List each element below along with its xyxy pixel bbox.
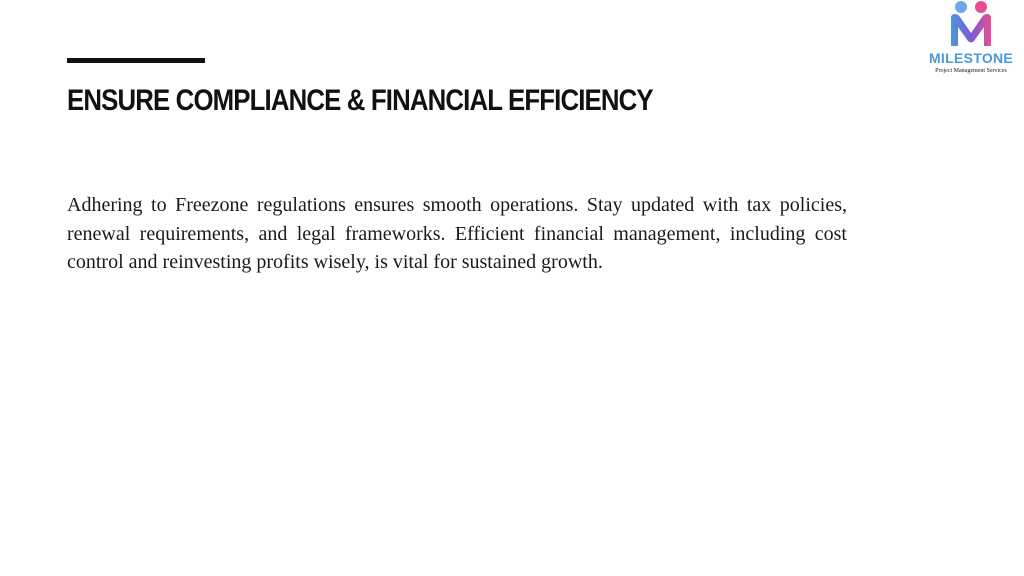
slide-title: ENSURE COMPLIANCE & FINANCIAL EFFICIENCY bbox=[67, 84, 653, 117]
slide-body-text: Adhering to Freezone regulations ensures smooth operations. Stay updated with tax policies, renewal requirements, and legal frameworks. Efficient financial management, including cost control and reinvesting profits wisely, is vital for sustained growth. bbox=[67, 194, 847, 273]
milestone-logo bbox=[918, 0, 1024, 78]
title-accent-rule bbox=[67, 58, 205, 63]
logo-m-shape bbox=[951, 14, 991, 46]
logo-head-left bbox=[955, 1, 967, 13]
logo-head-right bbox=[975, 1, 987, 13]
logo-wordmark: MILESTONE bbox=[928, 50, 1014, 66]
milestone-people-logo-icon bbox=[947, 0, 995, 48]
logo-tagline: Project Management Services bbox=[935, 68, 1007, 74]
